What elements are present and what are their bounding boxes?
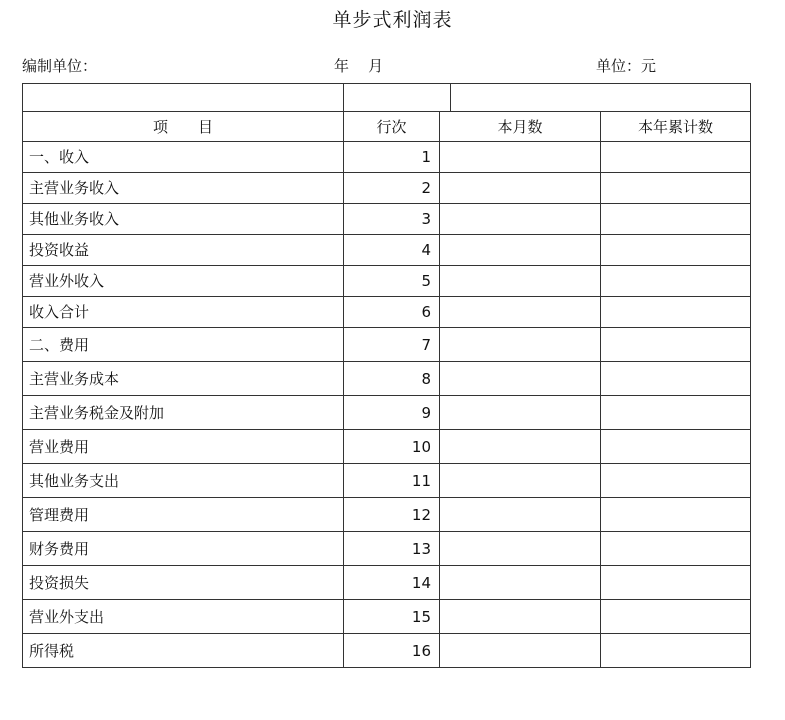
row-item: 财务费用 xyxy=(23,532,344,566)
row-item: 主营业务成本 xyxy=(23,362,344,396)
table-row xyxy=(23,498,751,532)
period-year-month: 年 月 xyxy=(334,57,384,75)
row-line-no: 1 xyxy=(344,142,440,173)
row-item: 投资收益 xyxy=(23,235,344,266)
table-row xyxy=(23,328,751,362)
row-line-no: 8 xyxy=(344,362,440,396)
table-row xyxy=(23,532,751,566)
table-row xyxy=(23,566,751,600)
row-this-month xyxy=(440,204,601,235)
row-year-to-date xyxy=(601,396,751,430)
row-year-to-date xyxy=(601,600,751,634)
blank-cell xyxy=(23,84,344,112)
row-this-month xyxy=(440,600,601,634)
row-line-no: 2 xyxy=(344,173,440,204)
row-item: 主营业务税金及附加 xyxy=(23,396,344,430)
row-year-to-date xyxy=(601,464,751,498)
row-item: 管理费用 xyxy=(23,498,344,532)
row-line-no: 3 xyxy=(344,204,440,235)
row-this-month xyxy=(440,362,601,396)
row-line-no: 7 xyxy=(344,328,440,362)
row-line-no: 9 xyxy=(344,396,440,430)
row-this-month xyxy=(440,430,601,464)
row-this-month xyxy=(440,173,601,204)
table-row xyxy=(23,396,751,430)
row-item: 其他业务支出 xyxy=(23,464,344,498)
row-year-to-date xyxy=(601,430,751,464)
page-title: 单步式利润表 xyxy=(332,9,453,31)
row-year-to-date xyxy=(601,498,751,532)
table-row xyxy=(23,173,751,204)
row-year-to-date xyxy=(601,297,751,328)
row-item: 其他业务收入 xyxy=(23,204,344,235)
currency-unit-label: 单位：元 xyxy=(596,57,657,75)
column-header-row xyxy=(23,112,751,142)
row-line-no: 4 xyxy=(344,235,440,266)
table-row xyxy=(23,266,751,297)
row-this-month xyxy=(440,297,601,328)
row-item: 营业外收入 xyxy=(23,266,344,297)
table-row xyxy=(23,634,751,668)
row-item: 收入合计 xyxy=(23,297,344,328)
row-item: 营业费用 xyxy=(23,430,344,464)
blank-split-cell xyxy=(344,84,751,112)
row-this-month xyxy=(440,498,601,532)
table-row xyxy=(23,142,751,173)
row-this-month xyxy=(440,235,601,266)
row-item: 二、费用 xyxy=(23,328,344,362)
row-line-no: 13 xyxy=(344,532,440,566)
row-year-to-date xyxy=(601,142,751,173)
row-line-no: 16 xyxy=(344,634,440,668)
row-year-to-date xyxy=(601,566,751,600)
row-item: 一、收入 xyxy=(23,142,344,173)
row-this-month xyxy=(440,566,601,600)
row-item: 营业外支出 xyxy=(23,600,344,634)
cell-divider xyxy=(450,84,451,111)
row-this-month xyxy=(440,142,601,173)
row-this-month xyxy=(440,396,601,430)
header-line-no: 行次 xyxy=(344,112,440,142)
row-year-to-date xyxy=(601,634,751,668)
row-year-to-date xyxy=(601,173,751,204)
row-this-month xyxy=(440,532,601,566)
row-year-to-date xyxy=(601,328,751,362)
row-line-no: 6 xyxy=(344,297,440,328)
row-this-month xyxy=(440,634,601,668)
row-year-to-date xyxy=(601,235,751,266)
row-this-month xyxy=(440,328,601,362)
table-row xyxy=(23,362,751,396)
row-line-no: 15 xyxy=(344,600,440,634)
row-year-to-date xyxy=(601,266,751,297)
reporting-entity-label: 编制单位： xyxy=(22,57,98,75)
table-row xyxy=(23,297,751,328)
row-year-to-date xyxy=(601,532,751,566)
row-item: 主营业务收入 xyxy=(23,173,344,204)
header-year-to-date: 本年累计数 xyxy=(601,112,751,142)
row-line-no: 12 xyxy=(344,498,440,532)
row-line-no: 5 xyxy=(344,266,440,297)
row-year-to-date xyxy=(601,204,751,235)
header-item: 项 目 xyxy=(23,112,344,142)
row-line-no: 14 xyxy=(344,566,440,600)
row-this-month xyxy=(440,464,601,498)
blank-header-row xyxy=(23,84,751,112)
table-row xyxy=(23,204,751,235)
row-year-to-date xyxy=(601,362,751,396)
row-line-no: 10 xyxy=(344,430,440,464)
row-this-month xyxy=(440,266,601,297)
table-row xyxy=(23,600,751,634)
row-item: 投资损失 xyxy=(23,566,344,600)
table-row xyxy=(23,464,751,498)
row-item: 所得税 xyxy=(23,634,344,668)
table-row xyxy=(23,430,751,464)
income-statement-table xyxy=(22,83,751,668)
table-row xyxy=(23,235,751,266)
header-this-month: 本月数 xyxy=(440,112,601,142)
row-line-no: 11 xyxy=(344,464,440,498)
